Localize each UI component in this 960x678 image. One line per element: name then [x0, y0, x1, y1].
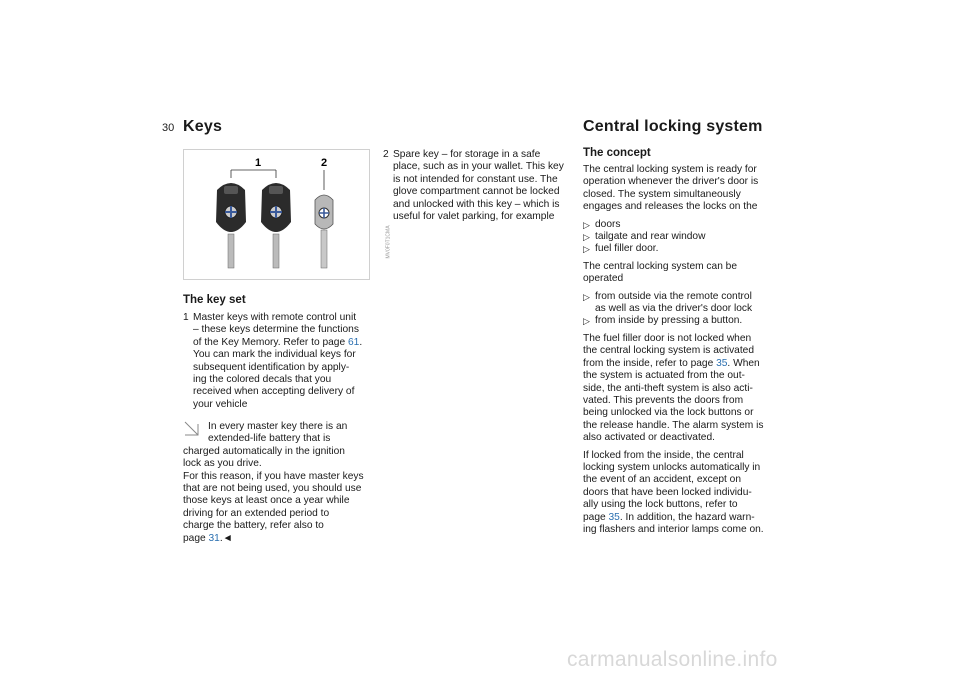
- item-1-line: ing the colored decals that you: [193, 374, 332, 386]
- list-item: ▷ doors: [583, 218, 621, 230]
- item-1-line: Master keys with remote control unit: [193, 312, 357, 323]
- list-item: ▷ from outside via the remote control as well as via the driver's door lock: [583, 290, 753, 315]
- note-line: that are not being used, you should use: [183, 483, 362, 495]
- item-1-line: subsequent identification by apply-: [193, 361, 350, 373]
- paragraph-1: The central locking system is ready for operation whenever the driver's door is closed. The system simultaneously engages and releases the locks on the: [583, 164, 759, 213]
- note-line: lock as you drive.: [183, 458, 262, 470]
- note-line: those keys at least once a year while: [183, 495, 350, 507]
- item-2: [383, 149, 575, 223]
- item-1-line: your vehicle: [193, 398, 248, 410]
- item-2-line: is not intended for constant use. The: [393, 173, 558, 185]
- central-locking-section: [583, 164, 783, 541]
- note-last-line: page 31.◄: [183, 532, 233, 544]
- paragraph-3: The fuel filler door is not locked when the central locking system is activated from the inside, refer to page 35. When the system is actuated from the out- side, the anti-theft system is also acti- vated. This prevents the doors from being unlocked via the lock buttons or the release handle. The alarm system is also activated or deactivated.: [583, 332, 764, 444]
- spare-key: [315, 195, 333, 268]
- bullet-list-1: [583, 219, 783, 256]
- footer-watermark: carmanualsonline.info: [567, 648, 778, 671]
- page-ref-31[interactable]: 31: [208, 532, 220, 544]
- item-1-line: You can mark the individual keys for: [193, 349, 356, 361]
- figure-code: MV0F0T1CMA: [385, 225, 392, 259]
- note-line: charged automatically in the ignition: [183, 445, 345, 457]
- item-2-line: useful for valet parking, for example: [393, 211, 555, 223]
- item-1: [183, 312, 375, 411]
- key-set-section: [183, 312, 375, 411]
- list-item: ▷ tailgate and rear window: [583, 231, 706, 243]
- keys-figure: [183, 149, 392, 280]
- page-ref-35[interactable]: 35: [608, 511, 620, 523]
- bullet-list-2: [583, 291, 783, 328]
- page-ref-35[interactable]: 35: [716, 357, 728, 369]
- concept-heading: The concept: [583, 147, 651, 159]
- item-1-line-ref: of the Key Memory. Refer to page 61.: [193, 336, 363, 348]
- key-set-heading: The key set: [183, 294, 246, 306]
- item-2-line: place, such as in your wallet. This key: [393, 161, 564, 173]
- item-2-line: and unlocked with this key – which is: [393, 198, 560, 210]
- paragraph-4: If locked from the inside, the central locking system unlocks automatically in the event of an accident, except on doors that have been locked individu- ally using the lock buttons, refer to page 35. In addition, the hazard warn- ing flashers and interior lamps come on.: [583, 449, 764, 535]
- note-line: For this reason, if you have master keys: [183, 470, 364, 482]
- item-2-number: 2: [383, 149, 389, 160]
- note-block: [183, 421, 375, 545]
- master-key-2: [261, 183, 291, 268]
- list-item: ▷ from inside by pressing a button.: [583, 315, 743, 327]
- note-line: charge the battery, refer also to: [183, 520, 324, 532]
- list-item: ▷ fuel filler door.: [583, 243, 659, 255]
- item-1-number: 1: [183, 312, 189, 323]
- note-line: extended-life battery that is: [208, 433, 331, 445]
- page-title-central-locking: Central locking system: [583, 118, 763, 135]
- keys-illustration: [184, 150, 369, 279]
- note-line: driving for an extended period to: [183, 507, 330, 519]
- figure-label-1: 1: [255, 157, 262, 169]
- figure-label-2: 2: [321, 157, 328, 169]
- note-line: In every master key there is an: [208, 421, 348, 432]
- spare-key-section: [383, 149, 575, 223]
- item-2-line: Spare key – for storage in a safe: [393, 149, 541, 160]
- page-ref-61[interactable]: 61: [347, 336, 360, 348]
- item-1-line: – these keys determine the functions: [193, 324, 359, 336]
- item-1-line: received when accepting delivery of: [193, 386, 355, 398]
- item-2-line: glove compartment cannot be locked: [393, 186, 560, 198]
- page-number: 30: [162, 122, 175, 134]
- paragraph-2: The central locking system can be operated: [583, 260, 738, 285]
- master-key-1: [216, 183, 246, 268]
- page-title-keys: Keys: [183, 118, 223, 135]
